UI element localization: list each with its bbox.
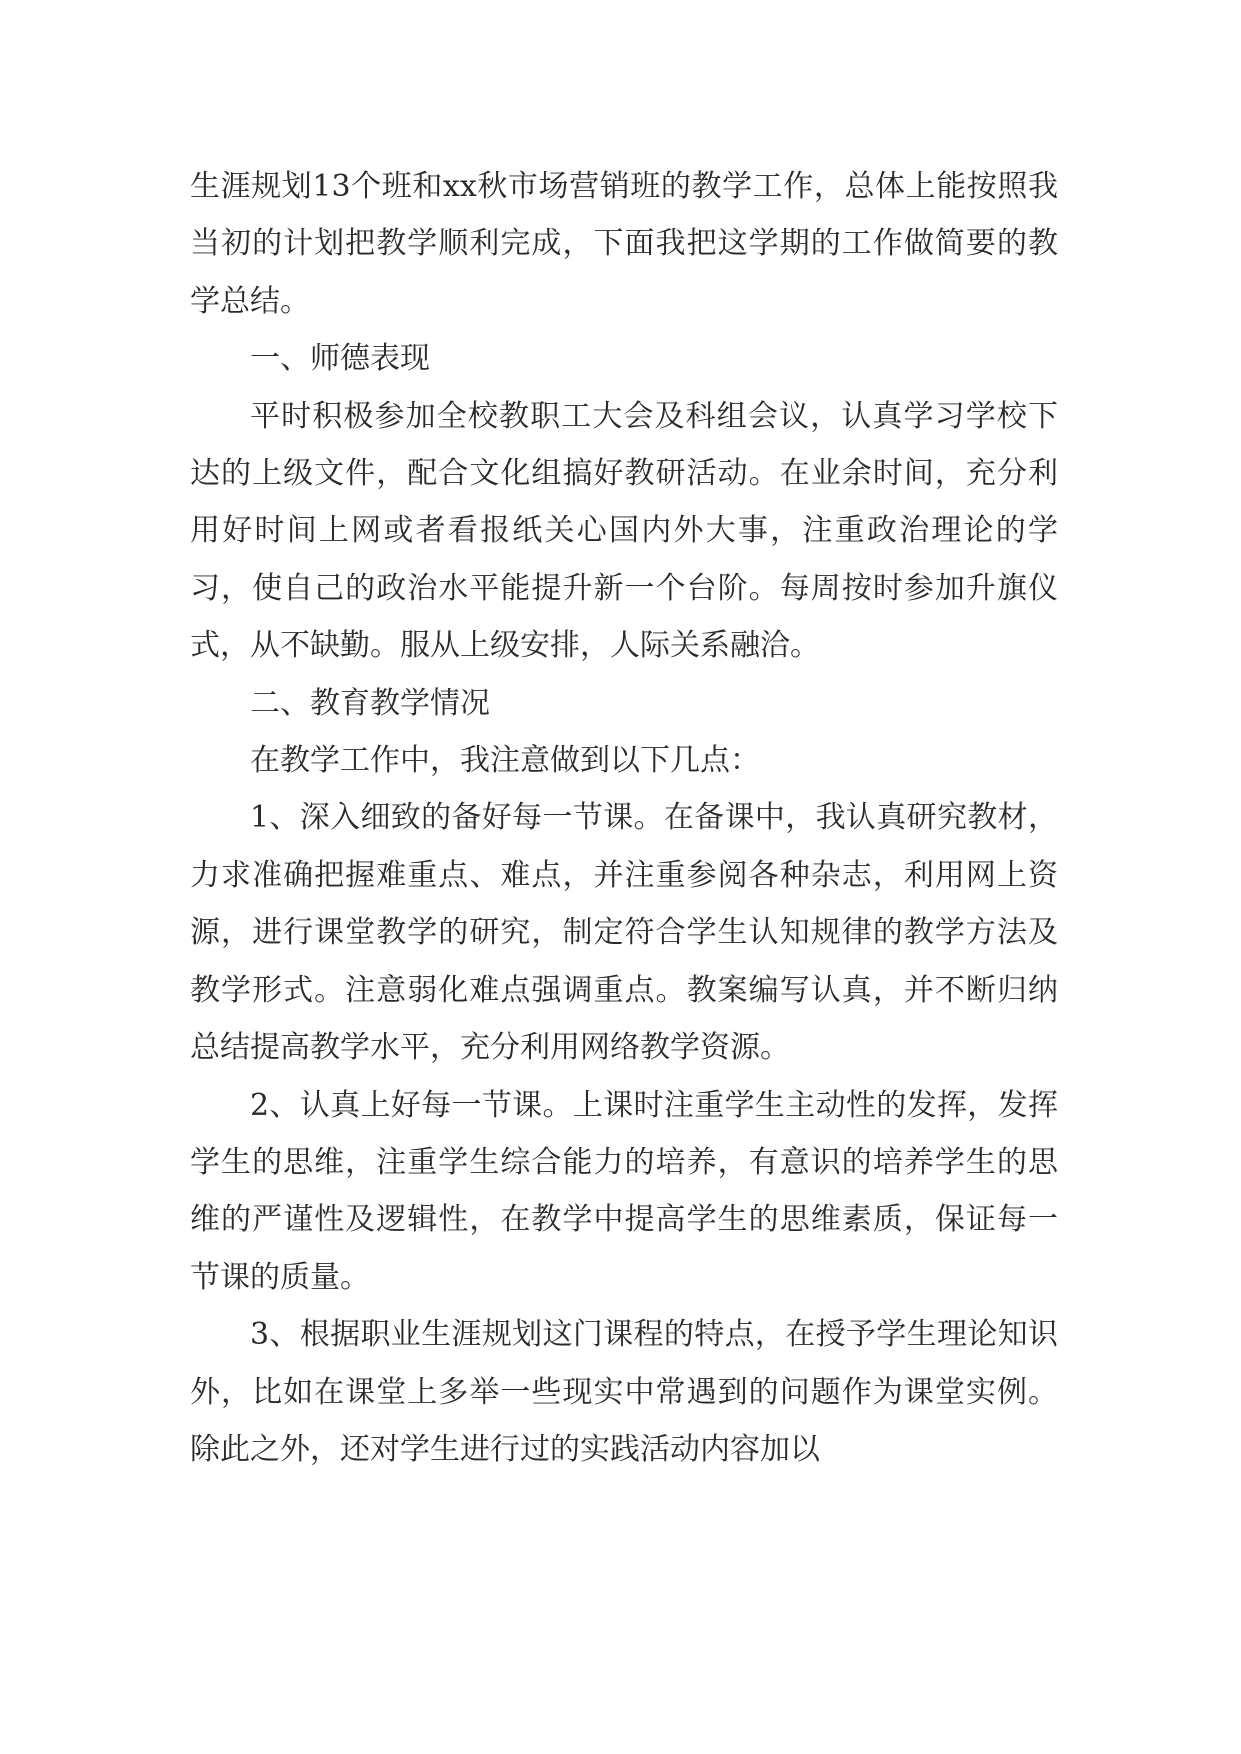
paragraph-point-2: 2、认真上好每一节课。上课时注重学生主动性的发挥，发挥学生的思维，注重学生综合能力的培养，有意识的培养学生的思维的严谨性及逻辑性，在教学中提高学生的思维素质，保证每一节课的质量。 [190, 1087, 1058, 1295]
paragraph-teaching-intro: 在教学工作中，我注意做到以下几点： [250, 743, 760, 779]
paragraph-point-1: 1、深入细致的备好每一节课。在备课中，我认真研究教材，力求准确把握难重点、难点，并注重参阅各种杂志，利用网上资源，进行课堂教学的研究，制定符合学生认知规律的教学方法及教学形式。注意弱化难点强调重点。教案编写认真，并不断归纳总结提高教学水平，充分利用网络教学资源。 [190, 800, 1058, 1066]
paragraph-intro: 生涯规划13个班和xx秋市场营销班的教学工作，总体上能按照我当初的计划把教学顺利完成，下面我把这学期的工作做简要的教学总结。 [190, 169, 1058, 319]
document-body [190, 158, 1058, 1478]
section-heading-teaching: 二、教育教学情况 [250, 685, 490, 721]
paragraph-ethics: 平时积极参加全校教职工大会及科组会议，认真学习学校下达的上级文件，配合文化组搞好教研活动。在业余时间，充分利用好时间上网或者看报纸关心国内外大事，注重政治理论的学习，使自己的政治水平能提升新一个台阶。每周按时参加升旗仪式，从不缺勤。服从上级安排，人际关系融洽。 [190, 398, 1058, 664]
paragraph-point-3: 3、根据职业生涯规划这门课程的特点，在授予学生理论知识外，比如在课堂上多举一些现实中常遇到的问题作为课堂实例。除此之外，还对学生进行过的实践活动内容加以 [190, 1317, 1058, 1467]
section-heading-ethics: 一、师德表现 [250, 341, 430, 377]
